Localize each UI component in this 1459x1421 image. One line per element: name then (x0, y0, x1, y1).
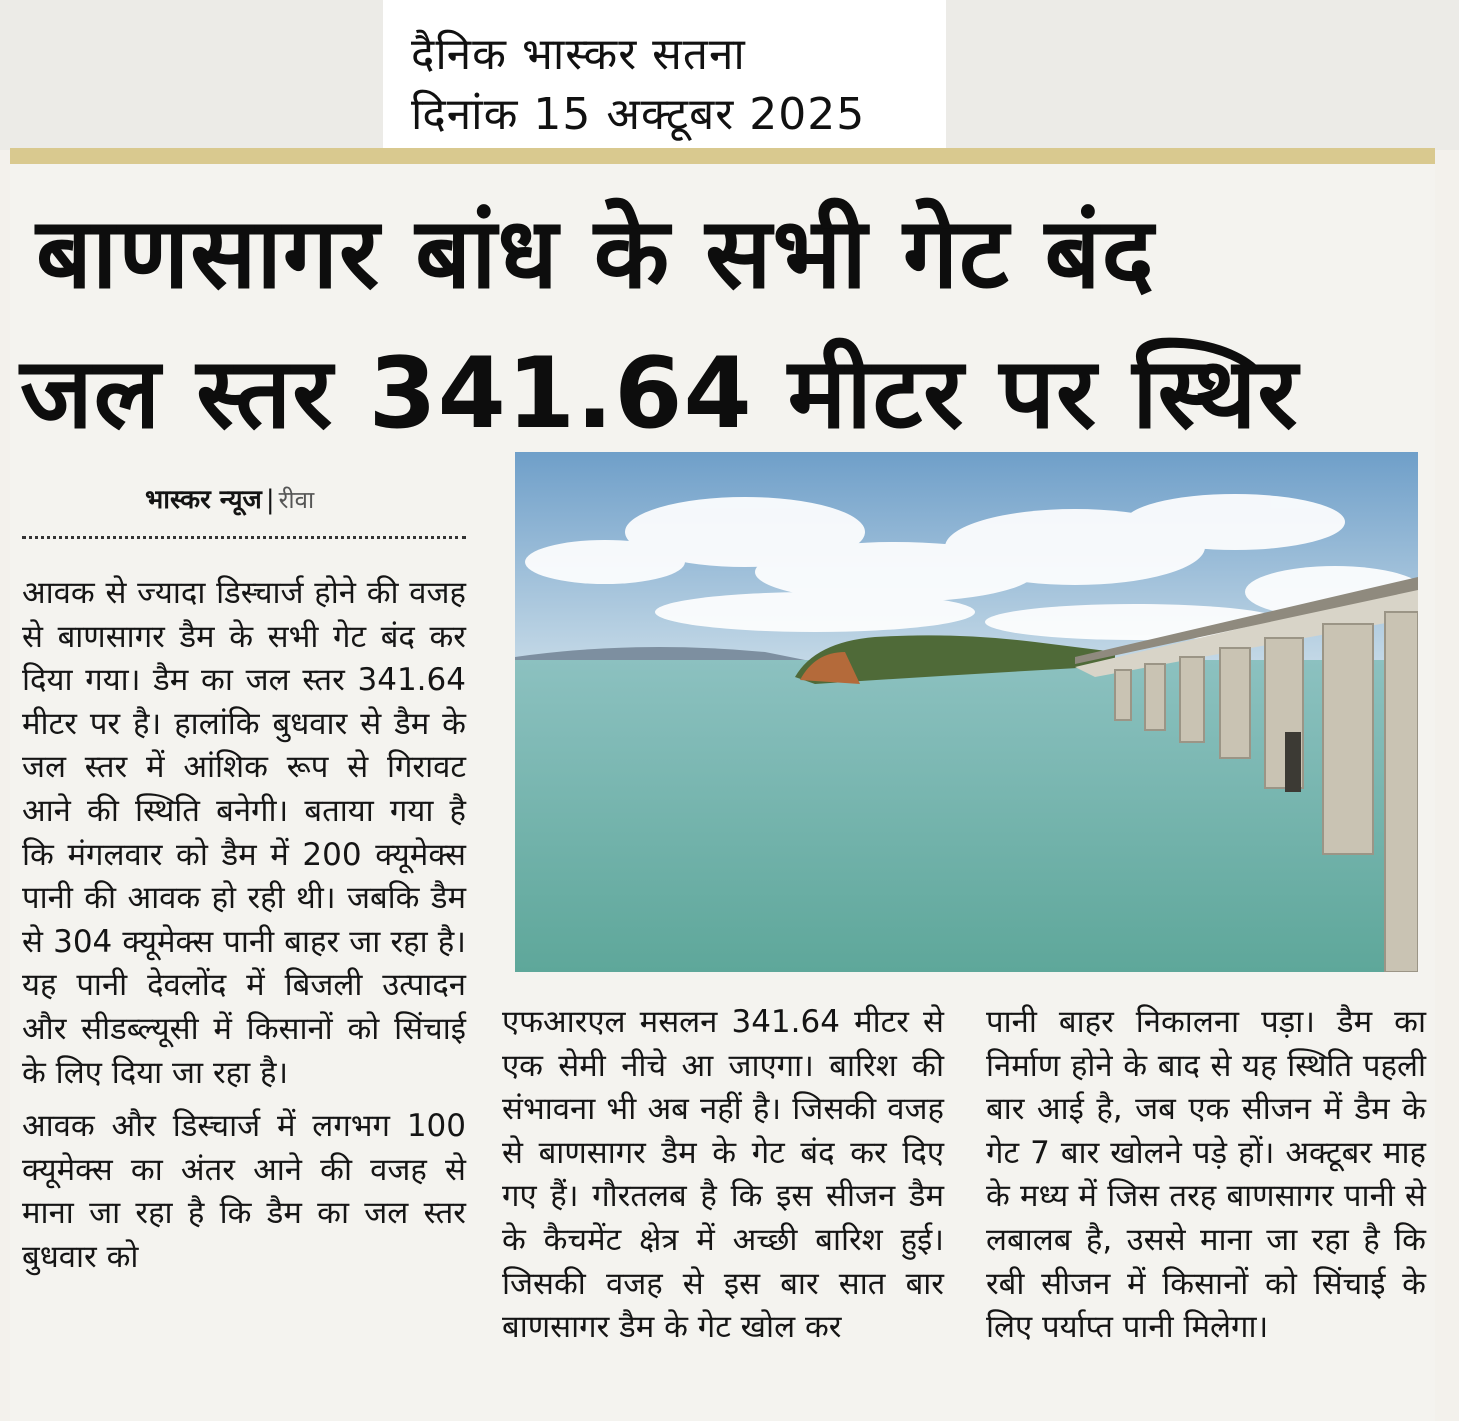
article-column-3 (986, 1001, 1426, 1350)
stamp-newspaper-name: दैनिक भास्कर सतना (411, 29, 746, 80)
article-column-1 (22, 572, 466, 1280)
dam-photo-illustration (515, 452, 1418, 972)
byline-divider (22, 536, 466, 539)
article-column-2-text: एफआरएल मसलन 341.64 मीटर से एक सेमी नीचे आ जाएगा। बारिश की संभावना भी अब नहीं है। जिसकी वजह से बाणसागर डैम के गेट बंद कर दिए गए हैं। गौरतलब है कि इस सीजन डैम के कैचमेंट क्षेत्र में अच्छी बारिश हुई। जिसकी वजह से इस बार सात बार बाणसागर डैम के गेट खोल कर (502, 1004, 944, 1346)
byline-place: रीवा (278, 486, 315, 514)
headline-line-2: जल स्तर 341.64 मीटर पर स्थिर (20, 337, 1299, 451)
article-column-2 (502, 1001, 944, 1350)
dam-photo (515, 452, 1418, 972)
source-stamp (383, 0, 946, 158)
clipping-top-edge (10, 148, 1435, 164)
dam-shadow (1285, 732, 1301, 792)
headline-line-1: बाणसागर बांध के सभी गेट बंद (36, 197, 1155, 311)
article-column-1-paragraph-2: आवक और डिस्चार्ज में लगभग 100 क्यूमेक्स का अंतर आने की वजह से माना जा रहा है कि डैम का जल स्तर बुधवार को (22, 1108, 466, 1275)
byline-agency: भास्कर न्यूज (145, 485, 262, 515)
article-column-1-paragraph-1: आवक से ज्यादा डिस्चार्ज होने की वजह से बाणसागर डैम के सभी गेट बंद कर दिया गया। डैम का जल स्तर 341.64 मीटर पर है। हालांकि बुधवार से डैम के जल स्तर में आंशिक रूप से गिरावट आने की स्थिति बनेगी। बताया गया है कि मंगलवार को डैम में 200 क्यूमेक्स पानी की आवक हो रही थी। जबकि डैम से 304 क्यूमेक्स पानी बाहर जा रहा है। यह पानी देवलोंद में बिजली उत्पादन और सीडब्ल्यूसी में किसानों को सिंचाई के लिए दिया जा रहा है। (22, 575, 466, 1091)
byline (145, 480, 314, 516)
article-column-3-text: पानी बाहर निकालना पड़ा। डैम का निर्माण होने के बाद से यह स्थिति पहली बार आई है, जब एक सीजन में डैम के गेट 7 बार खोलने पड़े हों। अक्टूबर माह के मध्य में जिस तरह बाणसागर पानी से लबालब है, उससे माना जा रहा है कि रबी सीजन में किसानों को सिंचाई के लिए पर्याप्त पानी मिलेगा। (986, 1004, 1426, 1346)
stamp-date: दिनांक 15 अक्टूबर 2025 (411, 89, 866, 140)
byline-separator: | (265, 485, 275, 515)
